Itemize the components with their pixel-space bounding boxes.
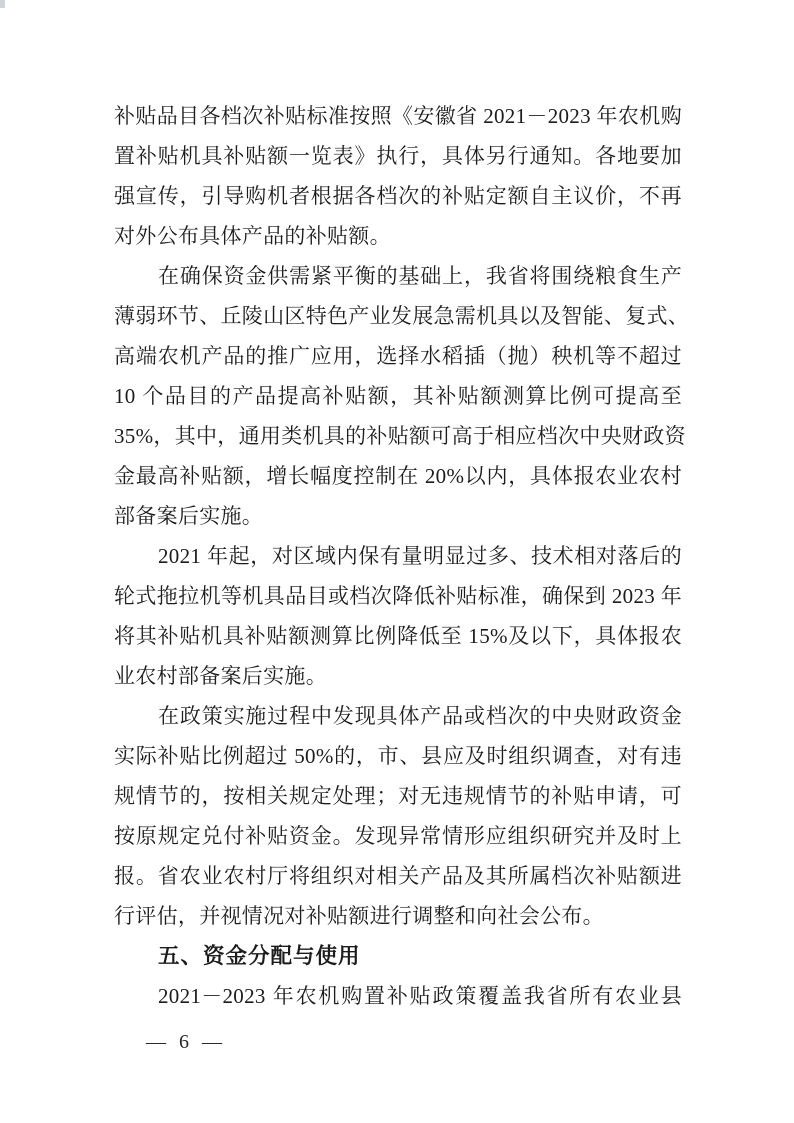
section-heading: 五、资金分配与使用 [158, 944, 361, 968]
text-line: 按原规定兑付补贴资金。发现异常情形应组织研究并及时上 [114, 824, 682, 848]
text-line: 2021 年起，对区域内保有量明显过多、技术相对落后的 [158, 544, 682, 568]
text-line: 报。省农业农村厅将组织对相关产品及其所属档次补贴额进 [114, 864, 682, 888]
text-line: 在政策实施过程中发现具体产品或档次的中央财政资金 [158, 704, 682, 728]
text-line: 轮式拖拉机等机具品目或档次降低补贴标准，确保到 2023 年 [114, 584, 682, 608]
text-line: 部备案后实施。 [114, 504, 264, 528]
text-line: 在确保资金供需紧平衡的基础上，我省将围绕粮食生产 [158, 264, 682, 288]
text-line: 2021－2023 年农机购置补贴政策覆盖我省所有农业县 [158, 984, 682, 1008]
text-line: 业农村部备案后实施。 [114, 664, 327, 688]
text-line: 规情节的，按相关规定处理；对无违规情节的补贴申请，可 [114, 784, 682, 808]
text-line: 金最高补贴额，增长幅度控制在 20%以内，具体报农业农村 [114, 464, 682, 488]
text-line: 35%，其中，通用类机具的补贴额可高于相应档次中央财政资 [114, 424, 686, 448]
text-line: 薄弱环节、丘陵山区特色产业发展急需机具以及智能、复式、 [114, 304, 690, 328]
text-line: 对外公布具体产品的补贴额。 [114, 224, 391, 248]
text-line: 高端农机产品的推广应用，选择水稻插（抛）秧机等不超过 [114, 344, 682, 368]
text-line: 强宣传，引导购机者根据各档次的补贴定额自主议价，不再 [114, 184, 682, 208]
text-line: 置补贴机具补贴额一览表》执行，具体另行通知。各地要加 [114, 144, 682, 168]
text-line: 将其补贴机具补贴额测算比例降低至 15%及以下，具体报农 [114, 624, 682, 648]
text-line: 行评估，并视情况对补贴额进行调整和向社会公布。 [114, 904, 604, 928]
document-body [114, 96, 690, 1016]
text-line: 补贴品目各档次补贴标准按照《安徽省 2021－2023 年农机购 [114, 104, 682, 128]
text-line: 实际补贴比例超过 50%的，市、县应及时组织调查，对有违 [114, 744, 682, 768]
text-line: 10 个品目的产品提高补贴额，其补贴额测算比例可提高至 [114, 384, 682, 408]
scan-artifact [0, 0, 5, 8]
page-number: — 6 — [146, 1031, 226, 1053]
